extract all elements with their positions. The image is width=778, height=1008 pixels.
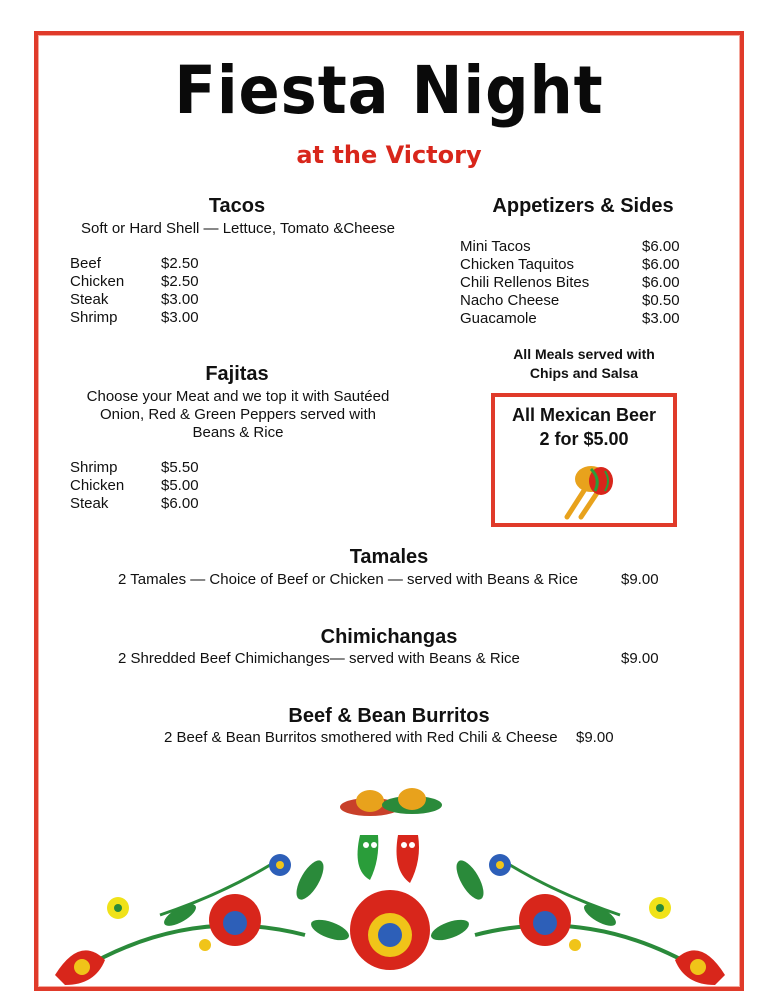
item-price: $2.50 <box>161 255 199 272</box>
chimichangas-heading: Chimichangas <box>320 626 458 648</box>
item-price: $0.50 <box>642 292 680 309</box>
item-name: Chicken <box>70 477 125 494</box>
description-line: Choose your Meat and we top it with Sautéed <box>86 388 390 405</box>
description-line: Onion, Red & Green Peppers served with <box>100 406 376 423</box>
appetizers-heading: Appetizers & Sides <box>492 195 674 217</box>
beer-promo-price: 2 for $5.00 <box>539 429 629 449</box>
item-name: Chicken Taquitos <box>460 256 574 273</box>
item-name: Nacho Cheese <box>460 292 560 309</box>
meals-note-line: Chips and Salsa <box>529 365 639 381</box>
page-title: Fiesta Night <box>174 52 604 129</box>
item-price: $2.50 <box>161 273 199 290</box>
tamales-heading: Tamales <box>349 546 429 568</box>
item-name: Beef <box>70 255 101 272</box>
burritos-price: $9.00 <box>576 729 614 746</box>
chimichangas-price: $9.00 <box>621 650 659 667</box>
item-name: Chicken <box>70 273 125 290</box>
tamales-description: 2 Tamales — Choice of Beef or Chicken — served with Beans & Rice <box>118 571 578 588</box>
item-name: Shrimp <box>70 459 118 476</box>
tacos-description: Soft or Hard Shell — Lettuce, Tomato &Cheese <box>80 220 396 237</box>
meals-note <box>496 345 672 383</box>
item-price: $6.00 <box>642 238 680 255</box>
item-price: $6.00 <box>161 495 199 512</box>
burritos-heading: Beef & Bean Burritos <box>288 705 490 727</box>
item-price: $5.50 <box>161 459 199 476</box>
burritos-description: 2 Beef & Bean Burritos smothered with Red Chili & Cheese <box>164 729 558 746</box>
item-price: $3.00 <box>161 291 199 308</box>
tamales-price: $9.00 <box>621 571 659 588</box>
fajitas-description <box>38 388 438 442</box>
item-name: Shrimp <box>70 309 118 326</box>
tacos-heading: Tacos <box>208 195 266 217</box>
maraca-icon <box>557 459 617 521</box>
item-name: Mini Tacos <box>460 238 531 255</box>
fajitas-heading: Fajitas <box>205 363 269 385</box>
item-name: Guacamole <box>460 310 537 327</box>
item-price: $6.00 <box>642 256 680 273</box>
item-name: Steak <box>70 291 109 308</box>
page-subtitle: at the Victory <box>296 141 482 169</box>
item-name: Steak <box>70 495 109 512</box>
item-price: $3.00 <box>642 310 680 327</box>
floral-chili-peppers-icon <box>40 785 740 1000</box>
description-line: Beans & Rice <box>192 424 284 441</box>
chimichangas-description: 2 Shredded Beef Chimichanges— served with Beans & Rice <box>118 650 520 667</box>
item-price: $5.00 <box>161 477 199 494</box>
beer-promo-line: All Mexican Beer <box>511 405 657 425</box>
item-name: Chili Rellenos Bites <box>460 274 590 291</box>
beer-promo-box <box>491 393 677 527</box>
item-price: $3.00 <box>161 309 199 326</box>
item-price: $6.00 <box>642 274 680 291</box>
meals-note-line: All Meals served with <box>513 346 655 362</box>
